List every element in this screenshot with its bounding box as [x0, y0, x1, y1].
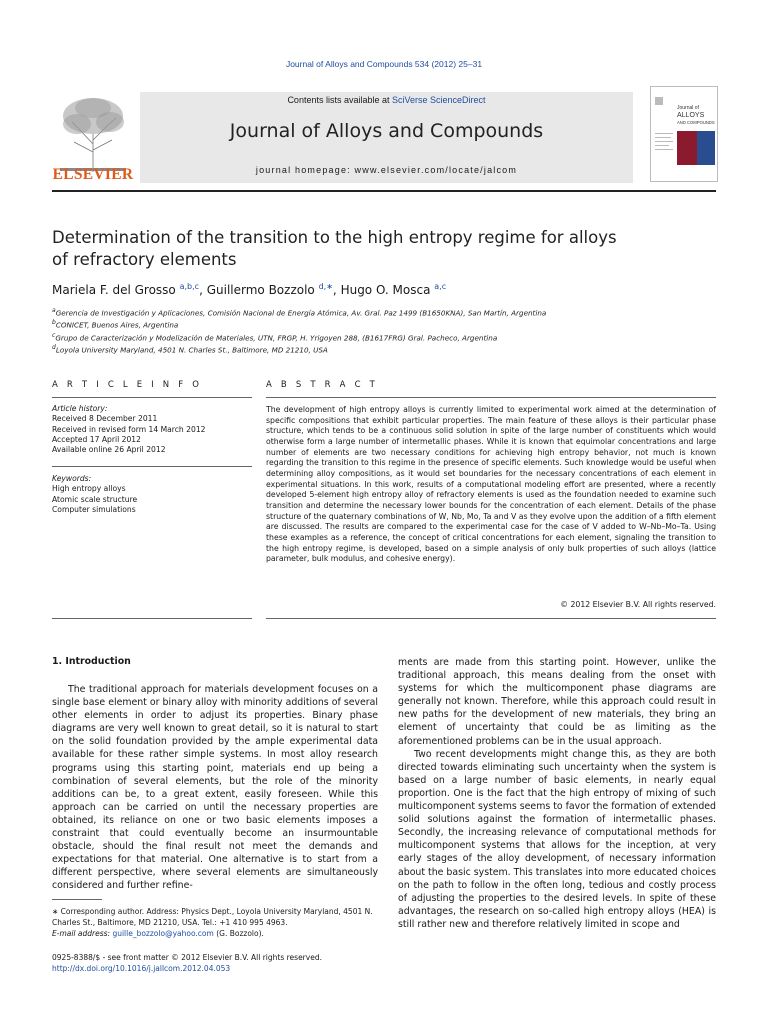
divider: [52, 397, 252, 398]
divider: [266, 397, 716, 398]
journal-homepage[interactable]: journal homepage: www.elsevier.com/locate/jalcom: [255, 165, 518, 175]
author-name[interactable]: Guillermo Bozzolo: [206, 283, 315, 297]
publisher-name: ELSEVIER: [52, 166, 134, 183]
history-label: Article history:: [52, 404, 108, 413]
contents-prefix: Contents lists available at: [287, 95, 390, 105]
affiliation-list: [52, 306, 712, 356]
sciencedirect-link[interactable]: SciVerse ScienceDirect: [392, 95, 486, 105]
article-history: [52, 404, 252, 455]
cover-line2: ALLOYS: [677, 112, 705, 119]
author-separator: ,: [199, 283, 207, 297]
author-affiliation-marks[interactable]: a,b,c: [179, 282, 200, 291]
author-affiliation-marks[interactable]: a,c: [434, 282, 447, 291]
issn-line: 0925-8388/$ - see front matter © 2012 Elsevier B.V. All rights reserved.: [52, 953, 322, 962]
affiliation-text: Loyola University Maryland, 4501 N. Charles St., Baltimore, MD 21210, USA: [55, 345, 328, 355]
author-list: [52, 282, 712, 297]
keyword-item: Computer simulations: [52, 504, 136, 514]
contents-strip: [140, 92, 633, 109]
affiliation-mark: d: [52, 344, 56, 352]
affiliation-text: CONICET, Buenos Aires, Argentina: [55, 320, 179, 330]
doi-link[interactable]: http://dx.doi.org/10.1016/j.jallcom.2012.04.053: [52, 964, 231, 973]
divider: [266, 618, 716, 619]
affiliation-mark: a: [52, 307, 56, 314]
keyword-item: Atomic scale structure: [52, 494, 138, 504]
journal-title: Journal of Alloys and Compounds: [229, 120, 544, 142]
affiliation-item: [52, 343, 712, 355]
keywords: [52, 474, 252, 515]
email-link[interactable]: guille_bozzolo@yahoo.com: [112, 929, 214, 938]
affiliation-text: Grupo de Caracterización y Modelización de Materiales, UTN, FRGP, H. Yrigoyen 288, (B1617FRG) Gral. Pacheco, Argentina: [55, 333, 498, 343]
history-item: Accepted 17 April 2012: [52, 434, 141, 444]
article-title-line1: Determination of the transition to the high entropy regime for alloys: [52, 228, 617, 247]
keywords-label: Keywords:: [52, 474, 92, 483]
email-line: [52, 928, 378, 939]
journal-citation[interactable]: Journal of Alloys and Compounds 534 (2012) 25–31: [285, 59, 483, 69]
author-separator: ,: [332, 283, 341, 297]
abstract-heading: A B S T R A C T: [266, 380, 378, 390]
body-paragraph: Two recent developments might change this, as they are both directed towards eliminating such uncertainty when the system is based on a large number of basic elements, in nearly equal proportion. One is the fact that the high entropy of mixing of such multicomponent systems seems to favor the formation of extended solid solutions against the formation of intermetallic phases. Secondly, the increasing relevance of computational methods for multicomponent systems that allows for the inception, at very early stages of the alloy development, of necessary information about the basic system. This translates into more educated choices on the path to follow in the often long, tedious and costly process of adjusting the properties to the desired levels. In spite of these advantages, the research on so-called high entropy alloys (HEA) is still rather new and therefore relatively limited in scope and: [398, 748, 716, 930]
body-left-column: [52, 683, 378, 893]
cover-graphic: [651, 87, 717, 181]
body-right-column: [398, 656, 716, 931]
footnote: [52, 906, 378, 939]
divider: [52, 618, 252, 619]
body-paragraph: The traditional approach for materials development focuses on a single base element or binary alloy with minority additions of several other elements in order to adjust its properties. Binary phase diagrams are very well known to great detail, so it is natural to start on the solid foundation provided by the ample experimental data available for these rather simple systems. In most alloy research programs using this starting point, materials end up being a combination of several elements, but the role of the minority additions can be, to a great extent, easily foreseen. While this approach can be carried on until the necessary properties are obtained, its reliance on one or two basic elements imposes a constraint that could eventually become an insurmountable obstacle, should the final result not meet the demands and expectations for that material. One alternative is to start from a different perspective, where several elements are simultaneously considered and further refine-: [52, 684, 378, 892]
affiliation-mark: c: [52, 331, 56, 339]
history-item: Available online 26 April 2012: [52, 445, 166, 455]
keyword-item: High entropy alloys: [52, 484, 126, 494]
author-affiliation-marks[interactable]: d,∗: [318, 282, 333, 291]
abstract-copyright: © 2012 Elsevier B.V. All rights reserved.: [560, 600, 716, 609]
article-title-line2: of refractory elements: [52, 250, 237, 269]
article-title: [52, 227, 672, 271]
author-name[interactable]: Mariela F. del Grosso: [52, 283, 176, 297]
email-suffix: (G. Bozzolo).: [216, 929, 264, 938]
abstract-text: The development of high entropy alloys is currently limited to experimental work aimed at the determination of specific compositions that exhibit particular properties. The main feature of these alloys is their particular phase structure, which tends to be a continuous solid solution in spite of the large number of constituents which would otherwise form a large number of intermetallic phases. While it is known that equimolar concentrations and large number of elements are two necessary conditions for achieving high entropy behavior, not much is known regarding the transition to this regime in the presence of specific elements. Such knowledge would be useful when determining alloy compositions, as it would set boundaries for the necessary concentrations of each element in experimental situations. In this work, results of a computational modeling effort are presented, where a recently developed 5-element high entropy alloy of refractory elements is used as the foundation needed to examine such transition and determine the necessary lower bounds for the concentration of each element. Details of the phase structure of the quaternary combinations of W, Nb, Mo, Ta and V as they evolve upon the addition of a fifth element are discussed. The results are compared to the experimental case for the case of V added to W–Nb–Mo–Ta. Using these examples as a reference, the concept of critical concentrations for each element, signaling the transition to the high entropy regime, is developed, based on a simple analysis of only bulk properties of such alloys (lattice parameter, bulk modulus, and cohesive energy).: [266, 405, 716, 564]
author-name[interactable]: Hugo O. Mosca: [340, 283, 431, 297]
affiliation-item: [52, 306, 712, 318]
cover-red-block: [677, 131, 697, 165]
journal-cover-thumbnail[interactable]: [650, 86, 718, 182]
history-item: Received in revised form 14 March 2012: [52, 424, 206, 434]
footnote-rule: [52, 899, 102, 900]
cover-blue-block: [697, 131, 715, 165]
cover-mini-logo: [655, 97, 663, 105]
corresponding-author-note: ∗ Corresponding author. Address: Physics Dept., Loyola University Maryland, 4501 N. Charles St., Baltimore, MD 21210, USA. Tel.: +1 410 995 4963.: [52, 907, 373, 927]
body-paragraph: ments are made from this starting point. However, unlike the traditional approach, this means dealing from the onset with systems for which the multicomponent phase diagrams are generally not known. Therefore, while this approach could result in new paths for the development of new materials, they bring an element of uncertainty that could be as limiting as the aforementioned problems can be in the usual approach.: [398, 657, 716, 747]
divider: [52, 466, 252, 467]
section-heading-introduction: 1. Introduction: [52, 656, 131, 667]
article-info-heading: A R T I C L E I N F O: [52, 380, 203, 390]
cover-line1: Journal of: [677, 105, 699, 111]
affiliation-item: [52, 318, 712, 330]
affiliation-mark: b: [52, 319, 56, 327]
header-rule: [52, 190, 716, 192]
front-matter: [52, 952, 452, 974]
affiliation-item: [52, 331, 712, 343]
cover-line3: AND COMPOUNDS: [677, 120, 715, 125]
affiliation-text: Gerencia de Investigación y Aplicaciones, Comisión Nacional de Energía Atómica, Av. Gral. Paz 1499 (B1650KNA), San Martín, Argentina: [55, 308, 547, 318]
history-item: Received 8 December 2011: [52, 414, 158, 424]
email-label: E-mail address:: [52, 929, 111, 938]
